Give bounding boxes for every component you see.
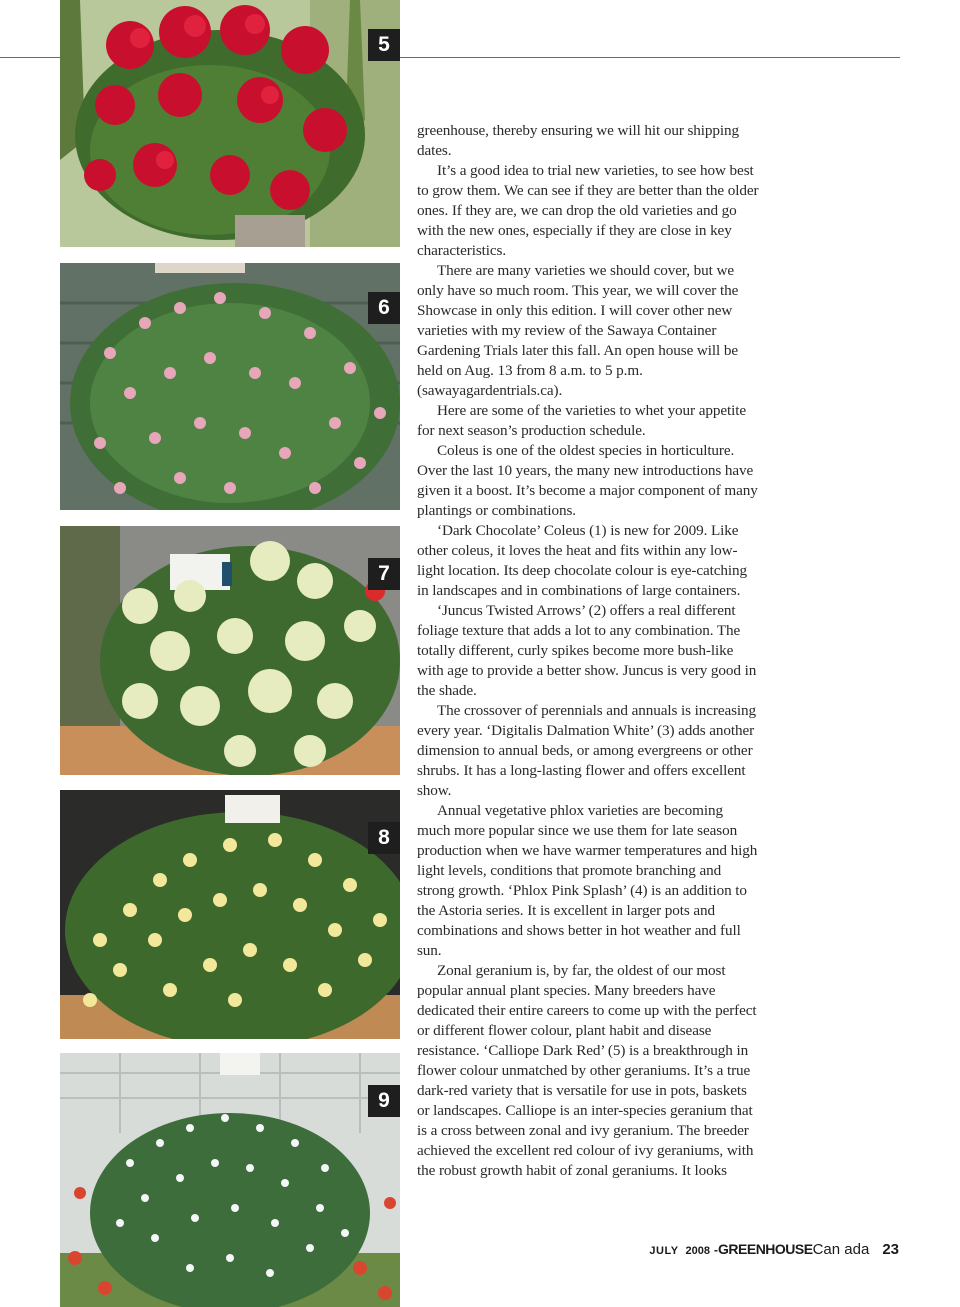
photo-number-badge: 8 [368,822,400,854]
article-body [417,121,759,1181]
white-basket-photo [60,1053,400,1307]
pink-flower-photo [60,263,400,510]
article-paragraph: Here are some of the varieties to whet your appetite for next season’s production schedule. [417,402,746,439]
photo-7 [60,526,400,775]
photo-number-badge: 6 [368,292,400,324]
photo-6 [60,263,400,510]
article-paragraph: Zonal geranium is, by far, the oldest of our most popular annual plant species. Many breeders have dedicated their entire careers to come up with the perfect or different flower colour, plant habit and disease resistance. ‘Calliope Dark Red’ (5) is a breakthrough in flower colour unmatched by other geraniums. It’s a true dark-red variety that is versatile for use in pots, baskets or landscapes. Calliope is an inter-species geranium that is a cross between zonal and ivy geranium. The breeder achieved the excellent red colour of ivy geraniums, with the robust growth habit of zonal geraniums. It looks [417,962,757,1179]
article-paragraph: ‘Juncus Twisted Arrows’ (2) offers a real different foliage texture that adds a lot to any combination. The totally different, curly spikes become more bush-like with age to provide a better show. Juncus is very good in the shade. [417,602,757,699]
yellow-flower-photo [60,790,400,1039]
geranium-red-photo [60,0,400,247]
footer-brand-bold: GREENHOUSE [718,1241,813,1257]
white-double-petunia-photo [60,526,400,775]
photo-5 [60,0,400,247]
photo-number-badge: 5 [368,29,400,61]
article-paragraph: There are many varieties we should cover, but we only have so much room. This year, we will cover the Showcase in only this edition. I will cover other new varieties with my review of the Sawaya Container Gardening Trials later this fall. An open house will be held on Aug. 13 from 8 a.m. to 5 p.m. (sawayagardentrials.ca). [417,262,739,399]
article-paragraph: greenhouse, thereby ensuring we will hit our shipping dates. [417,122,740,159]
footer-month: JULY [649,1245,679,1257]
article-paragraph: It’s a good idea to trial new varieties, to see how best to grow them. We can see if they are better than the older ones. If they are, we can drop the old varieties and go with the new ones, especially if they are close in key characteristics. [417,162,759,259]
footer-year: 2008 [685,1245,711,1257]
article-paragraph: The crossover of perennials and annuals is increasing every year. ‘Digitalis Dalmation White’ (3) adds another dimension to annual beds, or among evergreens or other shrubs. It has a long-lasting flower and offers excellent show. [417,702,757,799]
footer-brand-regular: Can ada [812,1241,870,1258]
photo-8 [60,790,400,1039]
page-footer [649,1241,899,1261]
photo-number-badge: 7 [368,558,400,590]
footer-separator: - [714,1243,719,1257]
article-paragraph: ‘Dark Chocolate’ Coleus (1) is new for 2009. Like other coleus, it loves the heat and fits within any low-light location. Its deep chocolate colour is eye-catching in landscapes and in combinations of large containers. [417,522,747,599]
photo-9 [60,1053,400,1307]
article-paragraph: Annual vegetative phlox varieties are becoming much more popular since we use them for late season production when we have warmer temperatures and high light levels, conditions that promote branching and strong growth. ‘Phlox Pink Splash’ (4) is an addition to the Astoria series. It is excellent in larger pots and combinations and shows better in hot weather and full sun. [417,802,758,959]
article-paragraph: Coleus is one of the oldest species in horticulture. Over the last 10 years, the many new introductions have given it a boost. It’s become a major component of many plantings or combinations. [417,442,758,519]
photo-number-badge: 9 [368,1085,400,1117]
page-number: 23 [882,1241,899,1258]
